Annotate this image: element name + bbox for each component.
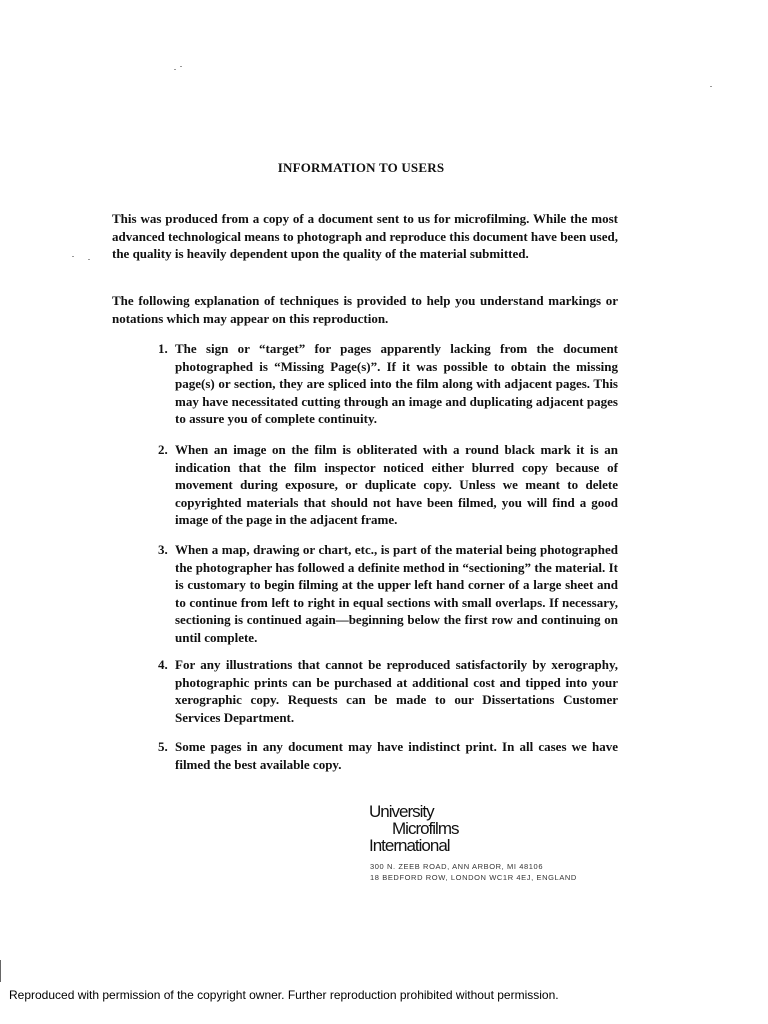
list-item-number: 4. [158, 657, 168, 672]
logo-line: Microfilms [392, 819, 459, 838]
list-item [158, 738, 618, 773]
intro-paragraph: This was produced from a copy of a document sent to us for microfilming. While the most advanced technological means to photograph and reproduce this document have been used, the quality is heavily dependent upon the quality of the material submitted. [112, 211, 618, 261]
list-item [158, 541, 618, 646]
logo-line: International [369, 836, 450, 855]
list-item-text: When a map, drawing or chart, etc., is part of the material being photographed the photographer has followed a definite method in “sectioning” the material. It is customary to begin filming at the upper left hand corner of a large sheet and to continue from left to right in equal sections with small overlaps. If necessary, sectioning is continued again—beginning below the first row and continuing on until complete. [175, 542, 618, 645]
publisher-address-line: 300 N. ZEEB ROAD, ANN ARBOR, MI 48106 [370, 862, 544, 871]
scan-speck [710, 86, 712, 87]
list-item [158, 340, 618, 428]
list-item-number: 2. [158, 442, 168, 457]
list-item [158, 441, 618, 529]
copyright-footer: Reproduced with permission of the copyright owner. Further reproduction prohibited without permission. [9, 988, 559, 1002]
list-item [158, 656, 618, 726]
list-item-text: When an image on the film is obliterated with a round black mark it is an indication that the film inspector noticed either blurred copy because of movement during exposure, or duplicate copy. Unless we meant to delete copyrighted materials that should not have been filmed, you will find a good image of the page in the adjacent frame. [175, 442, 618, 527]
list-item-number: 1. [158, 341, 168, 356]
publisher-address-line: 18 BEDFORD ROW, LONDON WC1R 4EJ, ENGLAND [370, 873, 577, 882]
list-item-number: 3. [158, 542, 168, 557]
list-item-number: 5. [158, 739, 168, 754]
page-title: INFORMATION TO USERS [277, 160, 445, 175]
scan-speck [88, 259, 90, 260]
logo-line: University [369, 802, 434, 821]
scan-speck [72, 256, 74, 257]
scan-speck [174, 69, 176, 70]
intro-paragraph: The following explanation of techniques is provided to help you understand markings or notations which may appear on this reproduction. [112, 293, 618, 326]
publisher-logo [369, 800, 489, 855]
list-item-text: The sign or “target” for pages apparently lacking from the document photographed is “Missing Page(s)”. If it was possible to obtain the missing page(s) or section, they are spliced into the film along with adjacent pages. This may have necessitated cutting through an image and duplicating adjacent pages to assure you of complete continuity. [175, 341, 618, 426]
list-item-text: Some pages in any document may have indistinct print. In all cases we have filmed the best available copy. [175, 739, 618, 772]
list-item-text: For any illustrations that cannot be reproduced satisfactorily by xerography, photographic prints can be purchased at additional cost and tipped into your xerographic copy. Requests can be made to our Dissertations Customer Services Department. [175, 657, 618, 725]
scan-edge-mark [0, 960, 1, 982]
scan-speck [180, 66, 182, 67]
